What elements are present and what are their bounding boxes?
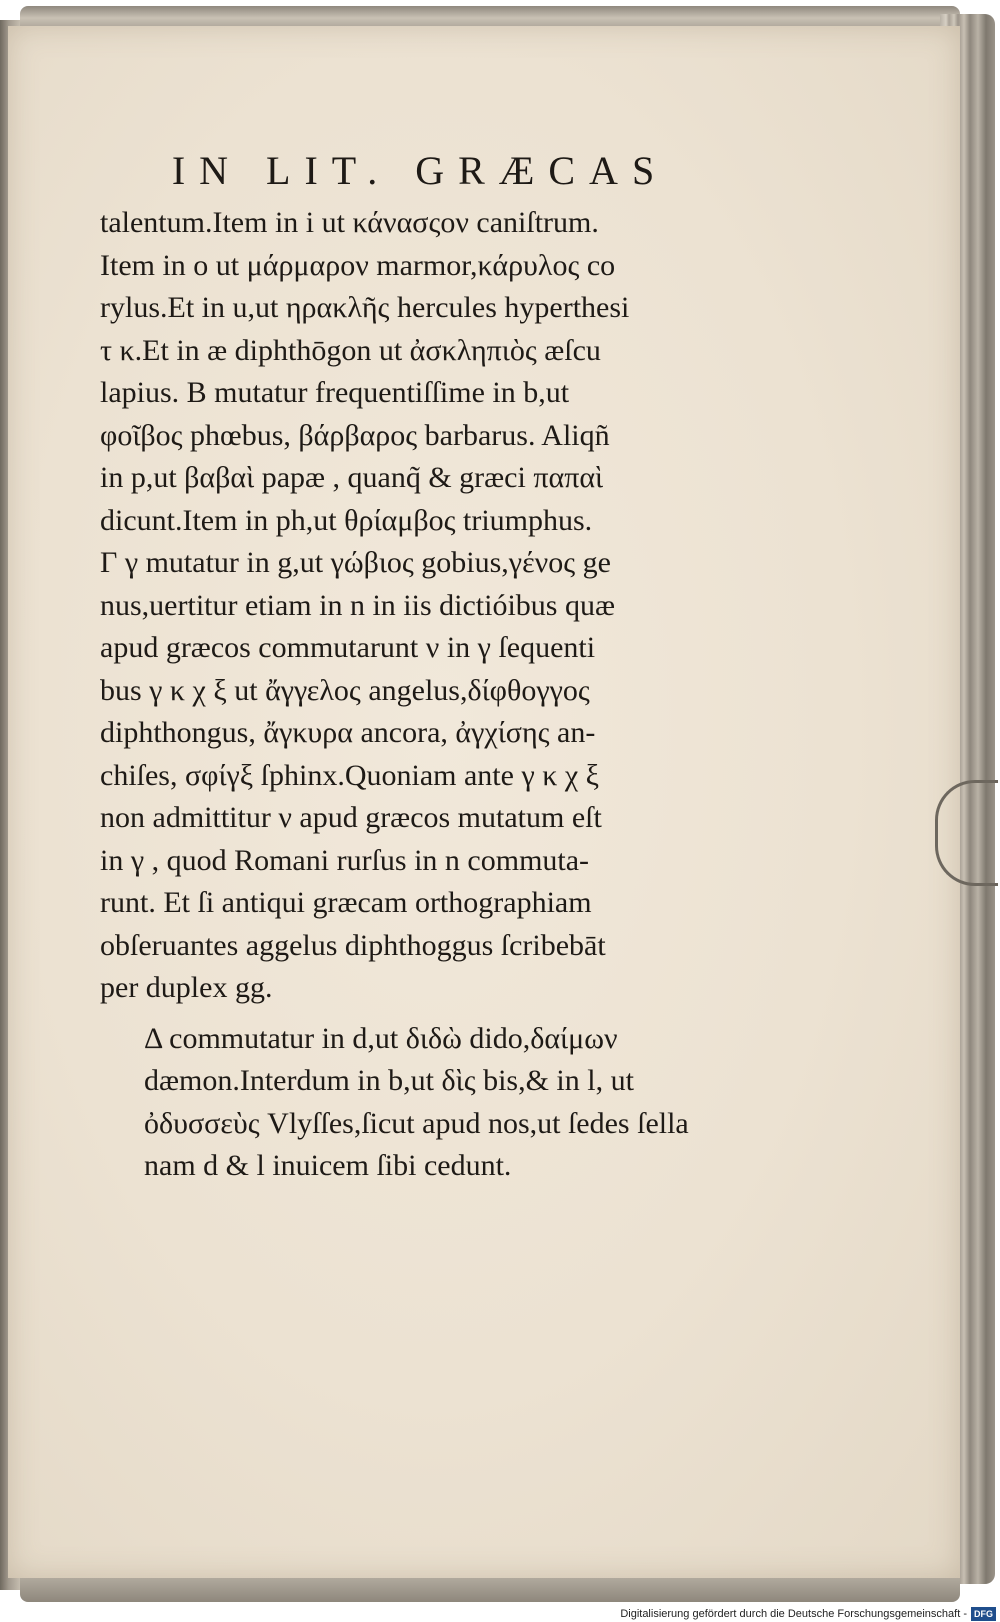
text-line: rylus.Et in u,ut ηρακλῆς hercules hyperthesi [100,291,630,324]
text-line: nam d & l inuicem ſibi cedunt. [144,1149,512,1182]
text-line: in γ , quod Romani rurſus in n commuta- [100,843,590,877]
text-line: diphthongus, ἄγκυρα ancora, ἀγχίσης an- [100,716,596,749]
paragraph-2 [100,1018,740,1188]
text-line: lapius. B mutatur frequentiſſime in b,ut [100,376,570,409]
text-line: runt. Et ſi antiqui græcam orthographiam [100,886,592,919]
dfg-logo: DFG [971,1607,996,1621]
text-line: Γ γ mutatur in g,ut γώβιος gobius,γένος ge [100,546,611,579]
text-line: ὀδυσσεὺς Vlyſſes,ſicut apud nos,ut ſedes ſella [144,1106,689,1140]
page-clip [935,780,998,886]
text-line: non admittitur ν apud græcos mutatum eſt [100,801,602,834]
paragraph-gap [100,1010,740,1018]
page-text-block [100,140,740,1188]
text-line: φοῖβος phœbus, βάρβαρος barbarus. Aliqñ [100,418,610,452]
text-line: Δ commutatur in d,ut διδὼ dido,δαίμων [144,1021,618,1055]
text-line: Item in o ut μάρμαρον marmor,κάρυλος co [100,248,616,282]
text-line: dicunt.Item in ph,ut θρίαμβος triumphus. [100,503,593,537]
text-line: talentum.Item in i ut κάνασςον caniſtrum. [100,206,599,239]
text-line: nus,uertitur etiam in n in iis dictióibus quæ [100,588,615,622]
footer-credit [600,1606,996,1622]
text-line: per duplex gg. [100,971,273,1004]
text-line: in p,ut βαβαὶ papæ , quanq̃ & græci παπαὶ [100,461,604,494]
text-line: chiſes, σφίγξ ſphinx.Quoniam ante γ κ χ ξ [100,758,600,792]
text-line: τ κ.Et in æ diphthōgon ut ἀσκληπιὸς æſcu [100,333,601,367]
footer-text: Digitalisierung gefördert durch die Deutsche Forschungsgemeinschaft - [620,1608,967,1620]
paragraph-1 [100,202,740,1010]
text-line: bus γ κ χ ξ ut ἄγγελος angelus,δίφθογγος [100,673,590,707]
text-line: dæmon.Interdum in b,ut δὶς bis,& in l, ut [144,1064,634,1097]
text-line: obſeruantes aggelus diphthoggus ſcribebāt [100,928,606,962]
text-line: apud græcos commutarunt ν in γ ſequenti [100,631,596,664]
running-head: IN LIT. GRÆCAS [171,148,669,193]
page-stack-bottom [20,1574,960,1602]
